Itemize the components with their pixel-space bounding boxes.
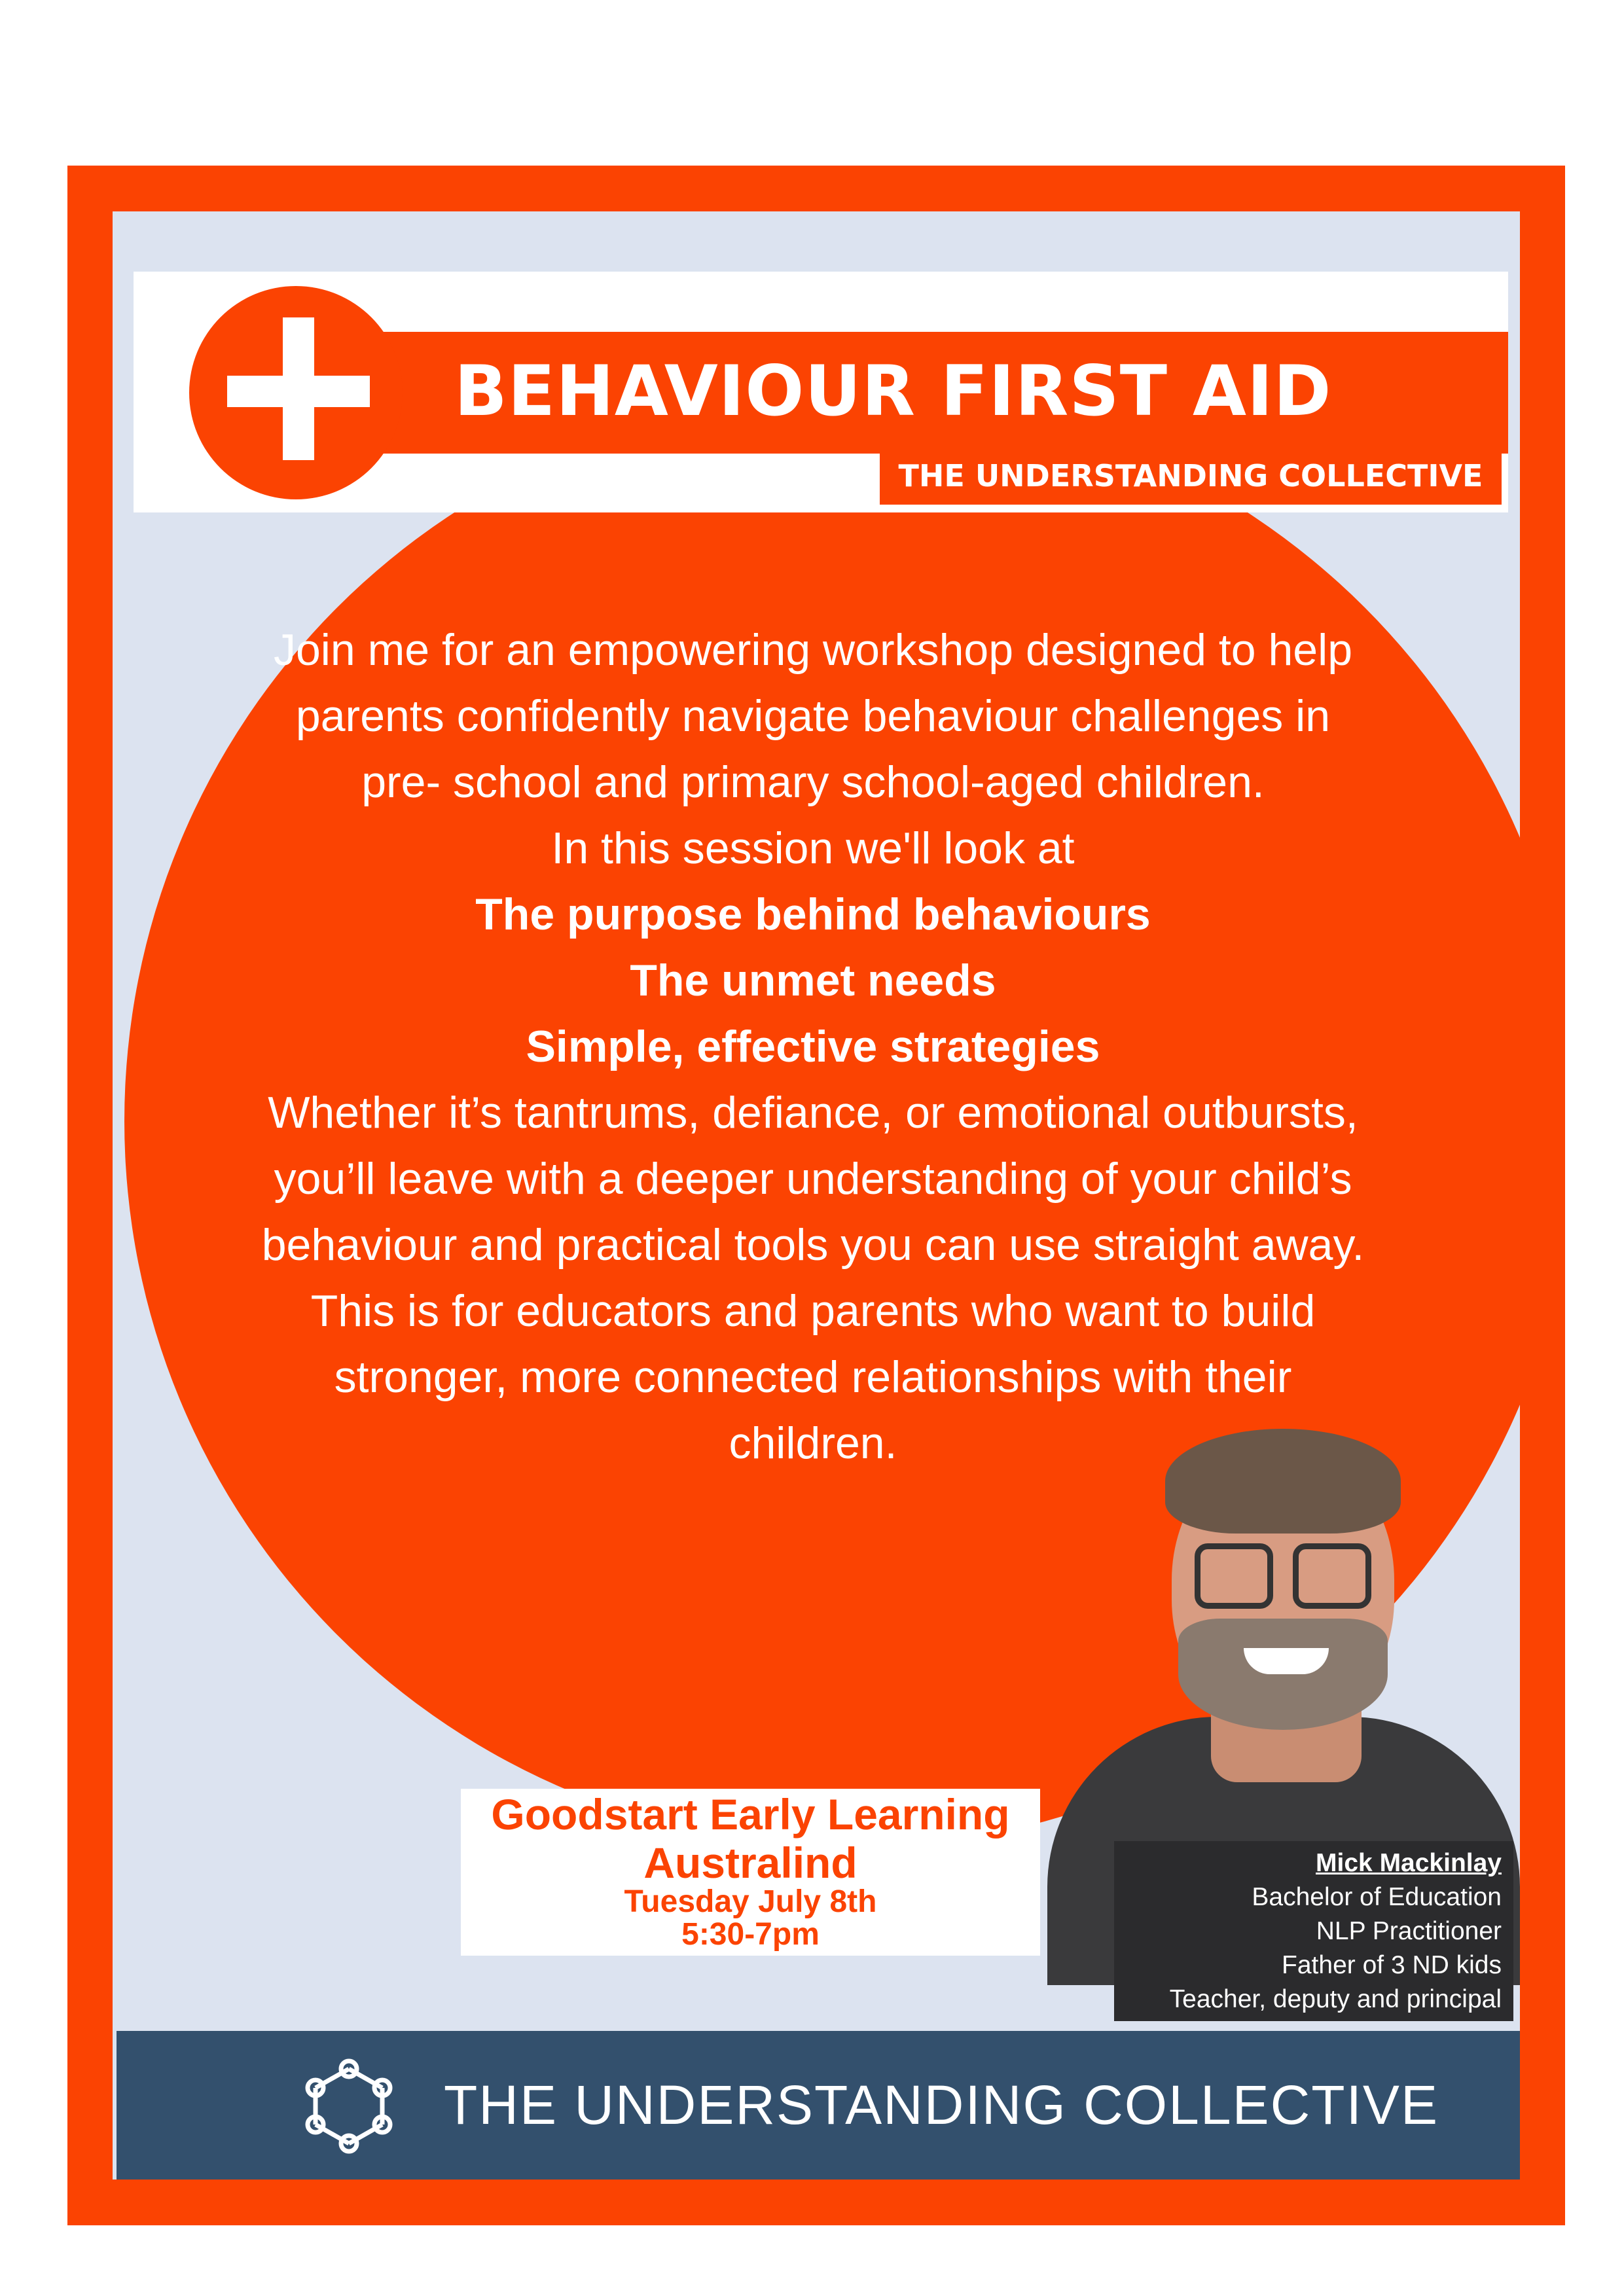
outro-line: This is for educators and parents who want to build — [310, 1286, 1316, 1336]
first-aid-plus-icon-vertical — [283, 317, 314, 460]
intro-line: parents confidently navigate behaviour challenges in — [295, 691, 1331, 741]
event-time: 5:30-7pm — [681, 1917, 820, 1952]
presenter-credential: NLP Practitioner — [1316, 1917, 1502, 1945]
poster-panel — [113, 211, 1520, 2179]
intro-line: In this session we'll look at — [551, 823, 1075, 873]
presenter-credential: Bachelor of Education — [1252, 1883, 1502, 1911]
outro-line: Whether it’s tantrums, defiance, or emotional outbursts, — [268, 1088, 1358, 1138]
venue-details — [461, 1789, 1040, 1956]
highlight-line: The purpose behind behaviours — [475, 889, 1151, 939]
presenter-credential: Teacher, deputy and principal — [1169, 1985, 1502, 2013]
presenter-name: Mick Mackinlay — [1316, 1849, 1502, 1877]
network-hexagon-icon — [300, 2057, 398, 2155]
footer-title: THE UNDERSTANDING COLLECTIVE — [444, 2074, 1439, 2136]
logo-subtitle: THE UNDERSTANDING COLLECTIVE — [880, 447, 1502, 505]
footer-banner — [117, 2031, 1520, 2179]
highlight-line: The unmet needs — [630, 956, 996, 1005]
intro-line: pre- school and primary school-aged children. — [361, 757, 1265, 807]
outro-line: stronger, more connected relationships with their — [334, 1352, 1292, 1402]
venue-location: Australind — [643, 1839, 857, 1887]
presenter-bio — [1114, 1841, 1513, 2021]
workshop-description — [191, 617, 1435, 1477]
logo-title: BEHAVIOUR FIRST AID — [454, 351, 1332, 431]
intro-line: Join me for an empowering workshop designed to help — [273, 625, 1353, 675]
outro-line: children. — [729, 1418, 897, 1468]
logo-banner — [134, 272, 1508, 512]
presenter-credential: Father of 3 ND kids — [1282, 1951, 1502, 1979]
outro-line: behaviour and practical tools you can use straight away. — [261, 1220, 1365, 1270]
event-date: Tuesday July 8th — [624, 1884, 877, 1919]
venue-name: Goodstart Early Learning — [491, 1790, 1010, 1839]
outro-line: you’ll leave with a deeper understanding of your child’s — [274, 1154, 1352, 1204]
highlight-line: Simple, effective strategies — [526, 1022, 1100, 1071]
